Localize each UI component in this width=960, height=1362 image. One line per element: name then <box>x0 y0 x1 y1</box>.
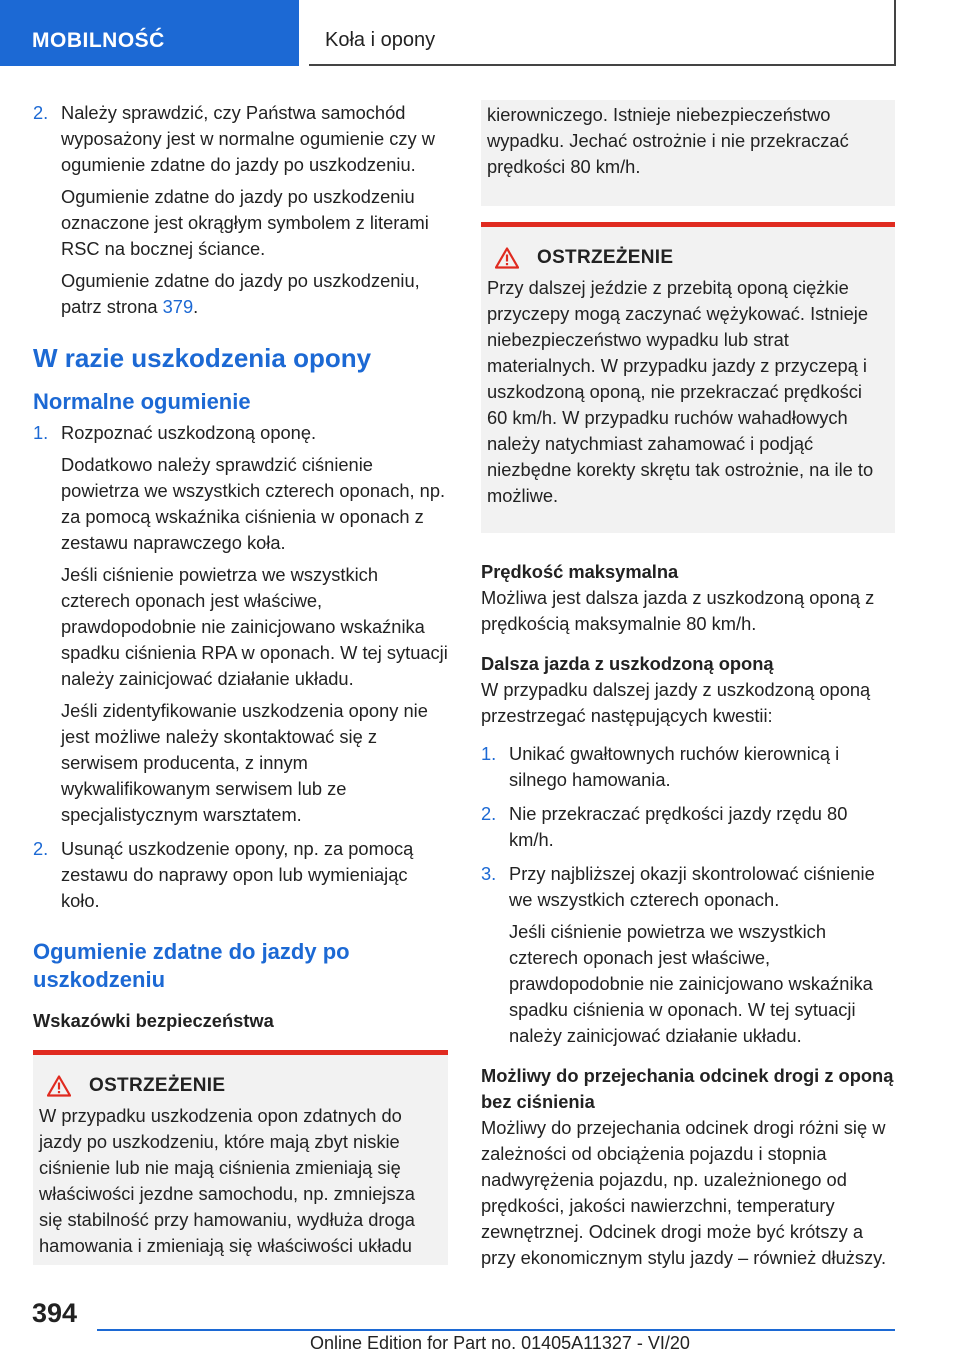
left-column <box>33 100 448 1265</box>
list-item-text: Należy sprawdzić, czy Państwa samochód wyposażony jest w normalne ogumienie czy w ogumienie zdatne do jazdy po uszkodzeniu. <box>61 102 435 175</box>
list-number: 2. <box>33 838 49 859</box>
heading-runflat-tires: Ogumienie zdatne do jazdy po uszkodzeniu <box>33 939 350 992</box>
list-number: 2. <box>33 102 49 123</box>
warning-box-continued <box>481 100 895 206</box>
list-item-note: Ogumienie zdatne do jazdy po uszkodzeniu, patrz strona 379. <box>61 270 420 317</box>
heading-runflat-distance: Możliwy do przejechania odcinek drogi z oponą bez ciśnienia <box>481 1065 894 1112</box>
list-item <box>481 861 895 1049</box>
footer-divider <box>97 1329 895 1331</box>
warning-triangle-icon <box>47 1075 71 1097</box>
page-link-379[interactable]: 379 <box>162 296 194 317</box>
heading-max-speed: Prędkość maksymalna <box>481 561 679 582</box>
warning-title: OSTRZEŻENIE <box>487 247 885 269</box>
normal-tires-steps <box>33 420 448 914</box>
heading-safety-notes: Wskazówki bezpieczeństwa <box>33 1010 274 1031</box>
paragraph: Możliwy do przejechania odcinek drogi różni się w zależności od obciążenia pojazdu i stopnia nadwyrężenia pojazdu, np. uzależnionego od prędkości, jakości nawierzchni, temperatury zewnętrznej. Odcinek drogi może być krótszy a przy ekonomicznym stylu jazdy – również dłuższy. <box>481 1117 887 1268</box>
warning-text: kierowniczego. Istnieje niebezpieczeństwo wypadku. Jechać ostrożnie i nie przekraczać prędkości 80 km/h. <box>487 104 849 177</box>
footer-edition: Online Edition for Part no. 01405A11327 - VI/20 <box>310 1333 690 1353</box>
list-number: 2. <box>481 803 497 824</box>
warning-triangle-icon <box>495 247 519 269</box>
chapter-title: Koła i opony <box>309 0 896 66</box>
page-number: 394 <box>32 1298 78 1328</box>
warning-title: OSTRZEŻENIE <box>39 1075 438 1097</box>
right-column <box>481 100 895 1271</box>
paragraph: Możliwa jest dalsza jazda z uszkodzoną oponą z prędkością maksymalnie 80 km/h. <box>481 587 875 634</box>
warning-text: W przypadku uszkodzenia opon zdatnych do jazdy po uszkodzeniu, które mają zbyt niskie ciśnienie lub nie mają ciśnienia zmieniają się właściwości jezdne samochodu, np. zmniejsza się stabilność przy hamowaniu, wydłuża droga hamowania i zmieniają się właściwości układu <box>39 1105 415 1256</box>
warning-box <box>481 222 895 533</box>
list-item-text: Rozpoznać uszkodzoną oponę. <box>61 422 317 443</box>
list-item-note: Dodatkowo należy sprawdzić ciśnienie powietrza we wszystkich czterech oponach, np. za pomocą wskaźnika ciśnienia w oponach z zestawu naprawczego koła. <box>61 454 446 553</box>
list-item-note: Jeśli zidentyfikowanie uszkodzenia opony nie jest możliwe należy skontaktować się z serwisem producenta, z innym wykwalifikowanym serwisem lub ze specjalistycznym warsztatem. <box>61 700 428 825</box>
list-item-text: Usunąć uszkodzenie opony, np. za pomocą zestawu do naprawy opon lub wymieniając koło. <box>61 838 414 911</box>
list-item-note: Jeśli ciśnienie powietrza we wszystkich czterech oponach jest właściwe, prawdopodobnie nie zainicjowano wskaźnika spadku ciśnienia RPA w oponach. W tej sytuacji należy zainicjować działanie układu. <box>61 564 448 689</box>
list-number: 1. <box>481 743 497 764</box>
warning-box <box>33 1050 448 1265</box>
list-number: 1. <box>33 422 49 443</box>
list-number: 3. <box>481 863 497 884</box>
paragraph: W przypadku dalszej jazdy z uszkodzoną oponą przestrzegać następujących kwestii: <box>481 679 871 726</box>
list-item-text: Przy najbliższej okazji skontrolować ciśnienie we wszystkich czterech oponach. <box>509 863 875 910</box>
list-item <box>481 801 895 853</box>
page-header <box>0 0 960 66</box>
heading-tire-damage: W razie uszkodzenia opony <box>33 343 372 373</box>
list-item-text: Nie przekraczać prędkości jazdy rzędu 80 km/h. <box>509 803 848 850</box>
list-item-note: Ogumienie zdatne do jazdy po uszkodzeniu oznaczone jest okrągłym symbolem z literami RSC na bocznej ściance. <box>61 186 429 259</box>
heading-continued-driving: Dalsza jazda z uszkodzoną oponą <box>481 653 774 674</box>
list-item <box>33 100 448 320</box>
heading-normal-tires: Normalne ogumienie <box>33 389 251 414</box>
list-item-text: Unikać gwałtownych ruchów kierownicą i silnego hamowania. <box>509 743 840 790</box>
list-item-note: Jeśli ciśnienie powietrza we wszystkich czterech oponach jest właściwe, prawdopodobnie nie zainicjowano wskaźnika spadku ciśnienia w oponach. W tej sytuacji należy zainicjować działanie układu. <box>509 921 873 1046</box>
list-item <box>33 836 448 914</box>
list-item <box>481 741 895 793</box>
warning-text: Przy dalszej jeździe z przebitą oponą ciężkie przyczepy mogą zaczynać wężykować. Istnieje niebezpieczeństwo wypadku lub strat materialnych. W przypadku jazdy z przyczepą i uszkodzoną oponą, nie przekraczać prędkości 60 km/h. W przypadku ruchów wahadłowych należy natychmiast zahamować i podjąć niezbędne korekty skrętu tak ostrożnie, na ile to możliwe. <box>487 277 874 506</box>
continued-driving-steps <box>481 741 895 1049</box>
section-tab: MOBILNOŚĆ <box>0 0 299 66</box>
intro-list <box>33 100 448 320</box>
list-item <box>33 420 448 828</box>
